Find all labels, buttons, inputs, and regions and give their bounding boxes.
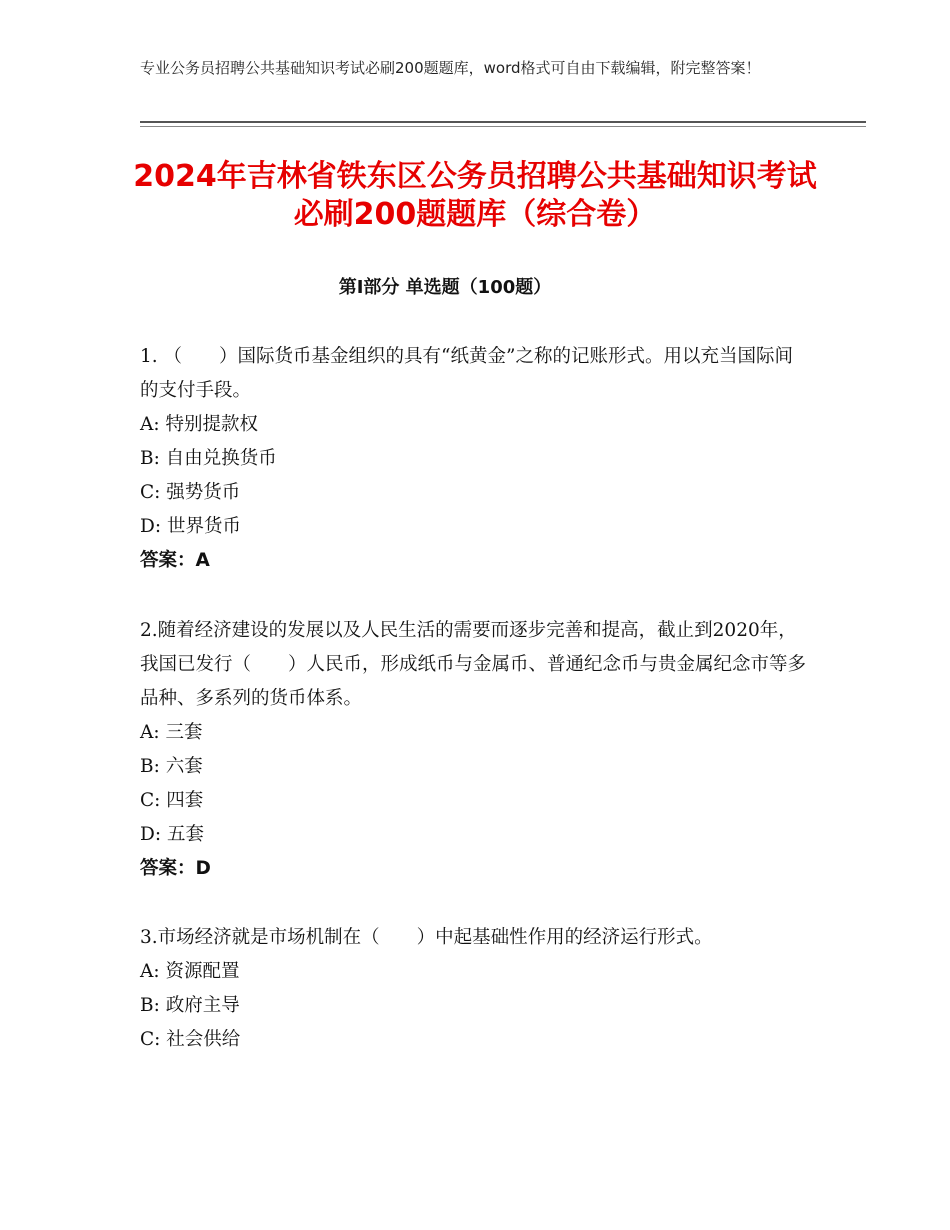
option-b: B: 政府主导: [140, 995, 240, 1016]
question-stem: 2.随着经济建设的发展以及人民生活的需要而逐步完善和提高，截止到2020年，我国已发行（ ）人民币，形成纸币与金属币、普通纪念币与贵金属纪念市等多品种、多系列的货币体系。: [140, 620, 807, 709]
header-divider-thin: [140, 126, 866, 127]
section-title: 第Ⅰ部分 单选题（100题）: [338, 277, 552, 298]
answer: 答案：A: [140, 550, 210, 571]
option-c: C: 社会供给: [140, 1029, 241, 1050]
header-divider-thick: [140, 121, 866, 123]
option-c: C: 四套: [140, 790, 204, 811]
question-3: [140, 921, 810, 1057]
option-d: D: 世界货币: [140, 516, 241, 537]
answer: 答案：D: [140, 858, 211, 879]
option-b: B: 六套: [140, 756, 203, 777]
option-b: B: 自由兑换货币: [140, 448, 277, 469]
header-note: 专业公务员招聘公共基础知识考试必刷200题题库，word格式可自由下载编辑，附完整答案！: [140, 59, 761, 77]
option-d: D: 五套: [140, 824, 204, 845]
question-stem: 1. （ ）国际货币基金组织的具有“纸黄金”之称的记账形式。用以充当国际间的支付手段。: [140, 346, 793, 401]
question-1: [140, 340, 810, 578]
question-2: [140, 614, 810, 886]
document-title: 2024年吉林省铁东区公务员招聘公共基础知识考试必刷200题题库（综合卷）: [133, 159, 817, 232]
question-stem: 3.市场经济就是市场机制在（ ）中起基础性作用的经济运行形式。: [140, 927, 713, 948]
option-a: A: 资源配置: [140, 961, 240, 982]
option-a: A: 三套: [140, 722, 203, 743]
option-a: A: 特别提款权: [140, 414, 258, 435]
option-c: C: 强势货币: [140, 482, 241, 503]
